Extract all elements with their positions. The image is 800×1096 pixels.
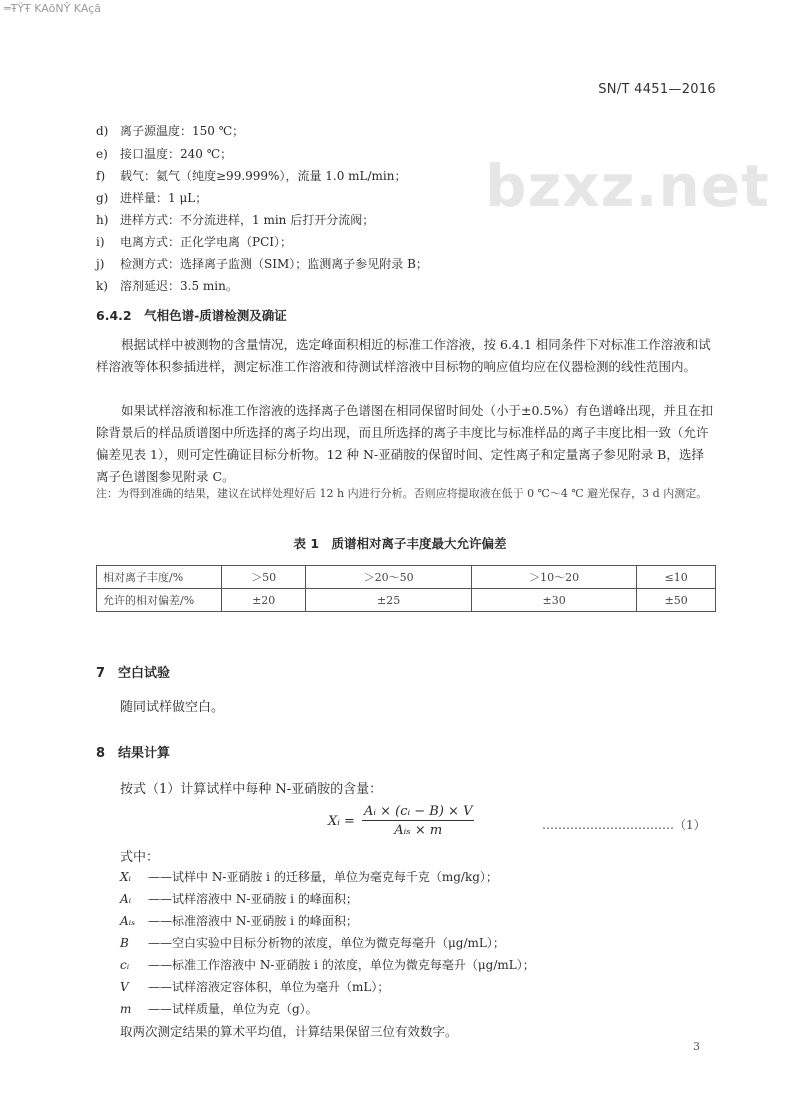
list-item: i) 电离方式：正化学电离（PCI）； (96, 235, 292, 249)
list-item: d) 离子源温度：150 ℃； (96, 124, 245, 138)
note-text: 为得到准确的结果，建议在试样处理好后 12 h 内进行分析。否则应将提取液在低于 0 ℃～4 ℃ 避光保存，3 d 内测定。 (118, 487, 708, 500)
section-heading-8: 8 结果计算 (96, 746, 171, 761)
formula-fraction (362, 804, 474, 838)
definition-item: Aᵢ ——试样溶液中 N-亚硝胺 i 的峰面积； (120, 892, 358, 906)
section-heading-7: 7 空白试验 (96, 666, 171, 681)
table-row (97, 566, 716, 589)
table-cell: ≤10 (637, 566, 716, 589)
table-cell: ＞20～50 (306, 566, 472, 589)
section-heading-6-4-2: 6.4.2 气相色谱-质谱检测及确证 (96, 308, 287, 323)
definition-item: cᵢ ——标准工作溶液中 N-亚硝胺 i 的浓度，单位为微克每毫升（μg/mL）； (120, 958, 535, 972)
paragraph: 根据试样中被测物的含量情况，选定峰面积相近的标准工作溶液，按 6.4.1 相同条件下对标准工作溶液和试样溶液等体积参插进样，测定标准工作溶液和待测试样溶液中目标物的响应值均应在仪器检测的线性范围内。 (96, 337, 711, 374)
table-caption: 表 1 质谱相对离子丰度最大允许偏差 (293, 536, 507, 551)
list-item: j) 检测方式：选择离子监测（SIM）；监测离子参见附录 B； (96, 257, 428, 271)
definition-item: V ——试样溶液定容体积，单位为毫升（mL）； (120, 980, 390, 994)
table-row (97, 589, 716, 612)
definition-item: m ——试样质量，单位为克（g）。 (120, 1002, 318, 1016)
row-header: 相对离子丰度/% (97, 566, 222, 589)
list-item: g) 进样量：1 μL； (96, 191, 208, 205)
definition-item: B ——空白实验中目标分析物的浓度，单位为微克每毫升（μg/mL）； (120, 936, 505, 950)
section-8-intro: 按式（1）计算试样中每种 N-亚硝胺的含量： (120, 782, 383, 797)
table-cell: ±20 (222, 589, 306, 612)
definition-item: Xᵢ ——试样中 N-亚硝胺 i 的迁移量，单位为毫克每千克（mg/kg）； (120, 870, 498, 884)
table-cell: ＞50 (222, 566, 306, 589)
document-number: SN/T 4451—2016 (598, 82, 716, 97)
table-cell: ±50 (637, 589, 716, 612)
paragraph: 如果试样溶液和标准工作溶液的选择离子色谱图在相同保留时间处（小于±0.5%）有色谱峰出现，并且在扣除背景后的样品质谱图中所选择的离子均出现，而且所选择的离子丰度比与标准样品的离子丰度比相一致（允许偏差见表 1），则可定性确证目标分析物。12 种 N-亚硝胺的保留时间、定性离子和定量离子参见附录 B，选择离子色谱图参见附录 C。 (96, 403, 714, 484)
formula-numerator: Aᵢ × (cᵢ − B) × V (364, 804, 473, 819)
page-number: 3 (693, 1040, 700, 1053)
note-label: 注： (96, 487, 118, 500)
section-7-text: 随同试样做空白。 (120, 700, 225, 715)
list-item: f) 载气：氦气（纯度≥99.999%），流量 1.0 mL/min； (96, 169, 407, 183)
formula-denominator: Aᵢₛ × m (394, 823, 443, 838)
note (96, 484, 716, 504)
list-item: k) 溶剂延迟：3.5 min。 (96, 279, 238, 293)
conclusion-text: 取两次测定结果的算术平均值，计算结果保留三位有效数字。 (120, 1024, 458, 1039)
list-item: h) 进样方式：不分流进样，1 min 后打开分流阀； (96, 213, 375, 227)
definition-item: Aᵢₛ ——标准溶液中 N-亚硝胺 i 的峰面积； (120, 914, 358, 928)
equation-number: ……………………………（1） (542, 818, 706, 832)
table-cell: ＞10～20 (471, 566, 637, 589)
where-label: 式中： (120, 850, 160, 865)
row-header: 允许的相对偏差/% (97, 589, 222, 612)
table-cell: ±25 (306, 589, 472, 612)
top-mark: ═ŦŸŦ KAōNŶ KAçã (4, 2, 101, 15)
watermark: bzxz.net (485, 152, 770, 220)
list-item: e) 接口温度：240 ℃； (96, 147, 233, 161)
table-cell: ±30 (471, 589, 637, 612)
tolerance-table (96, 565, 716, 612)
formula-lhs: Xᵢ = (328, 814, 355, 829)
